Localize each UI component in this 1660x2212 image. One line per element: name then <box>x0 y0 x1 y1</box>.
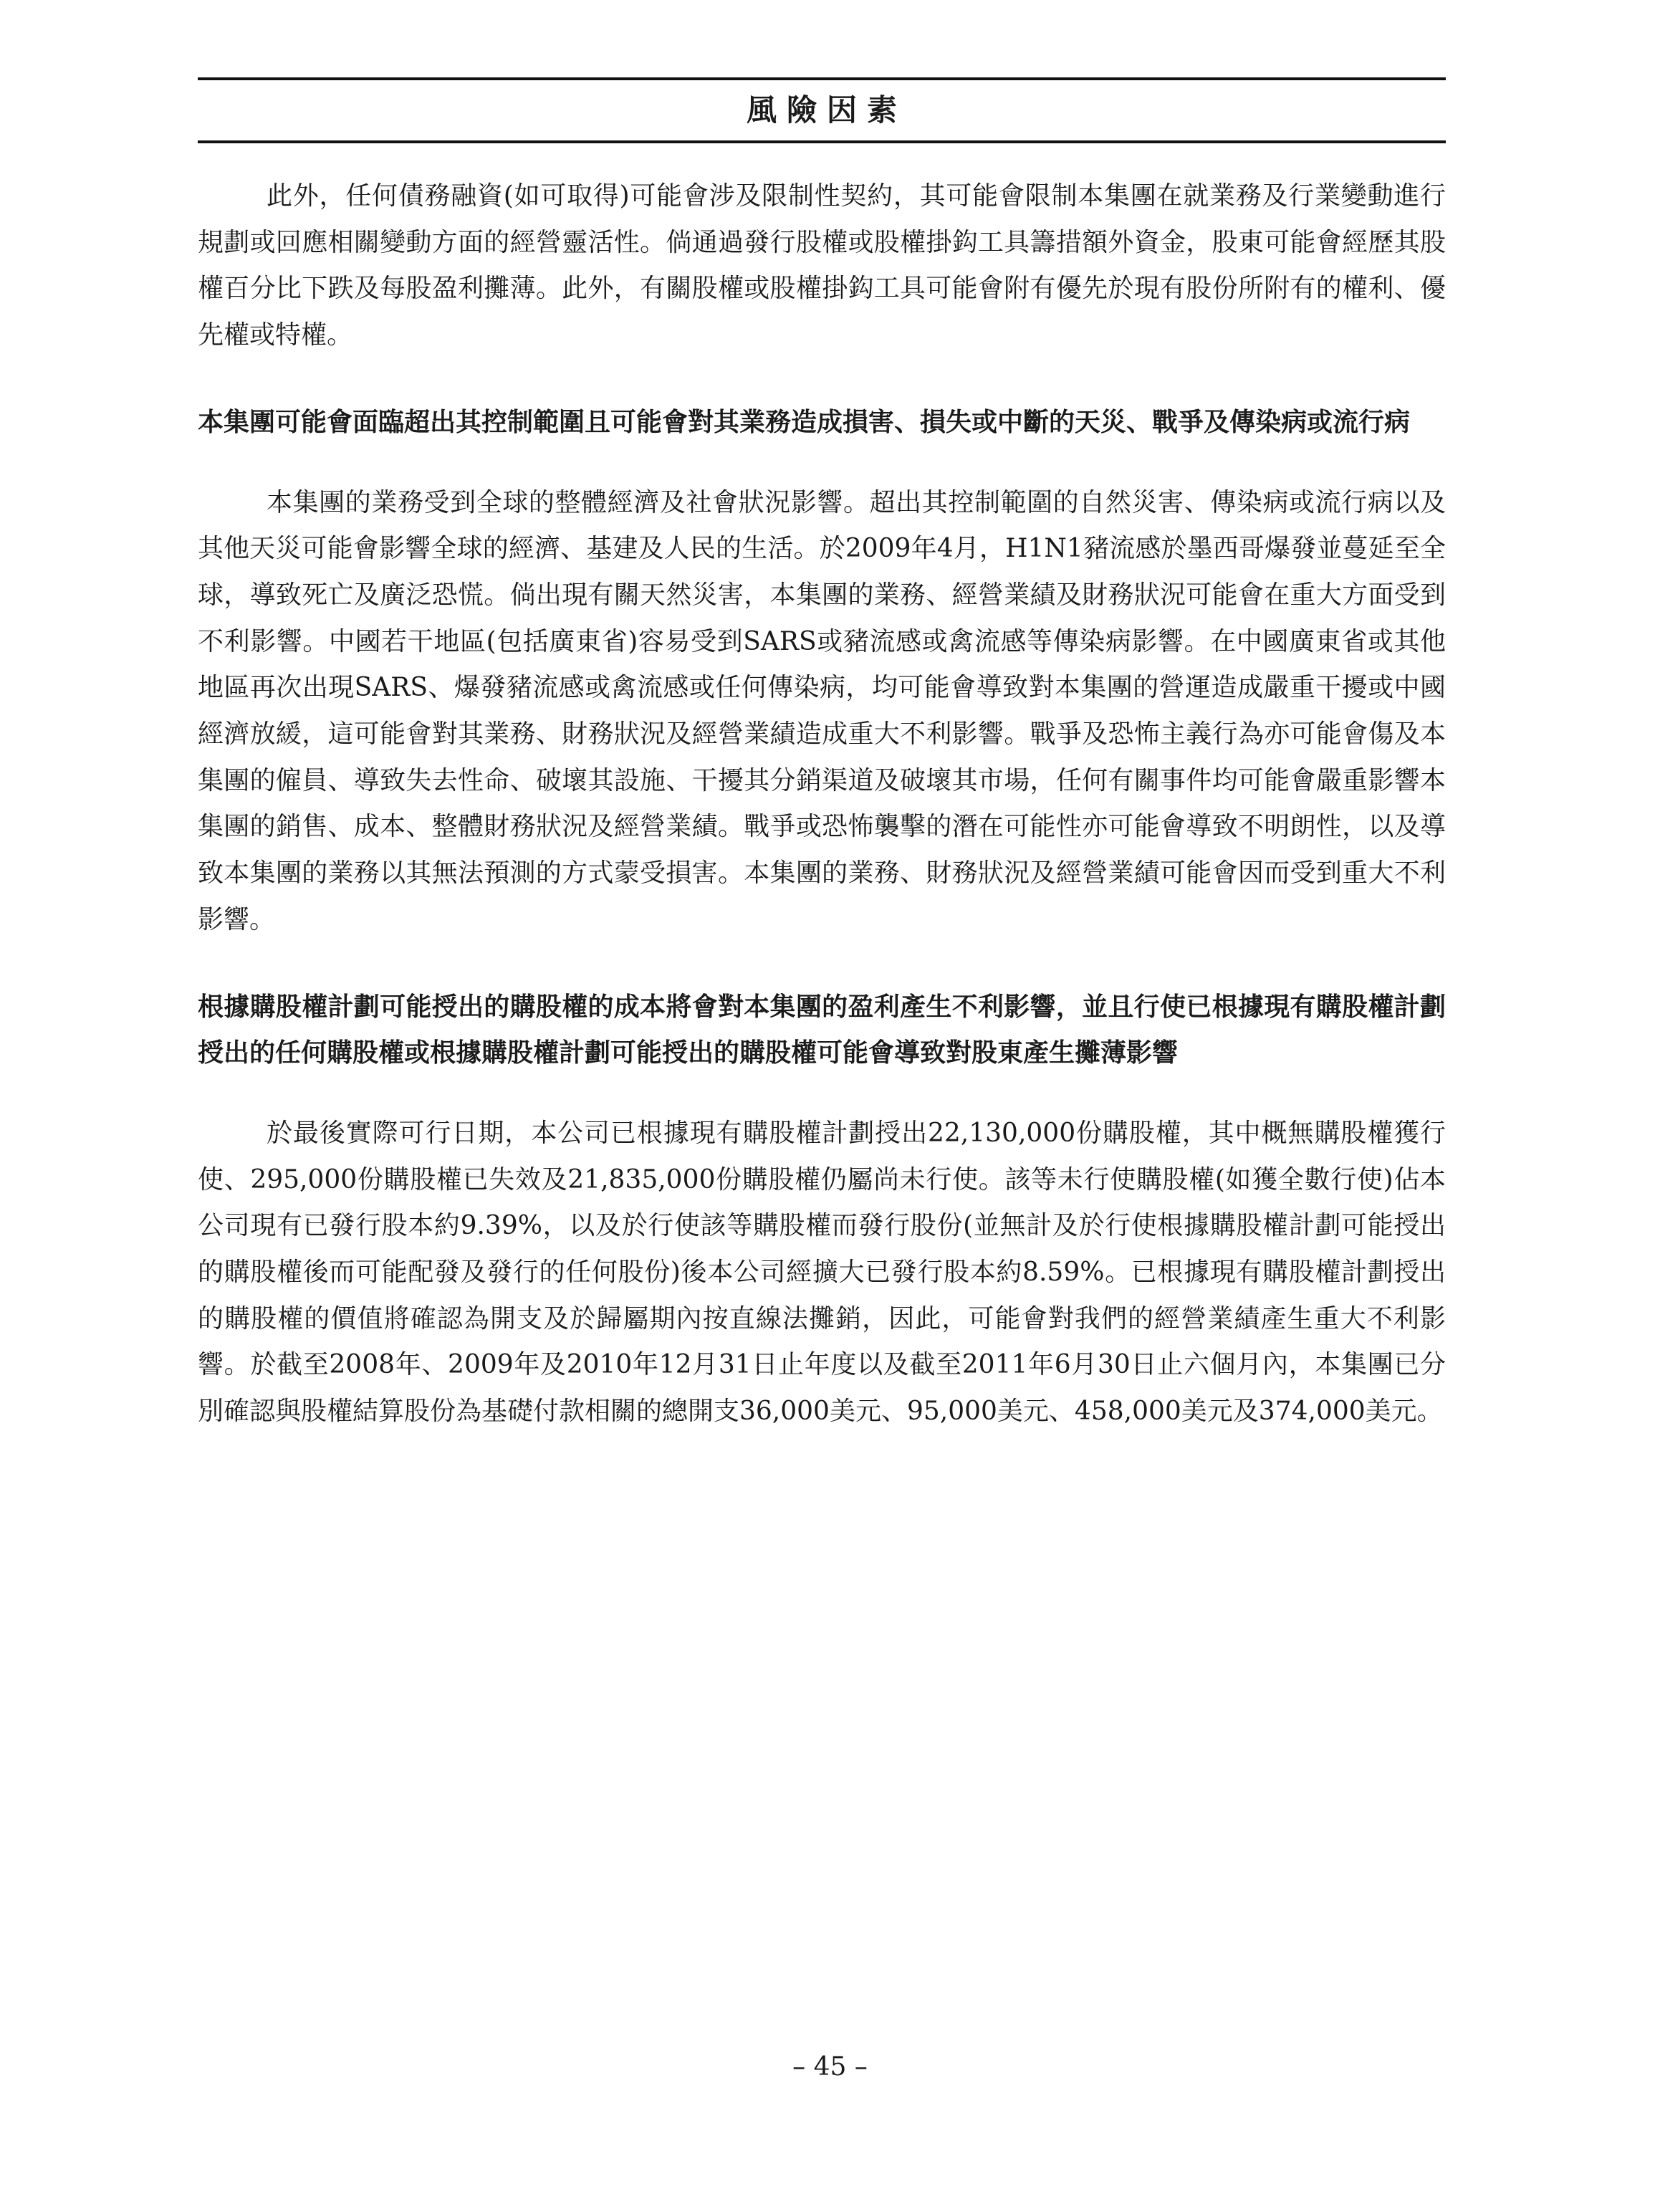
page-title: 風險因素 <box>746 92 907 128</box>
paragraph-share-options: 於最後實際可行日期，本公司已根據現有購股權計劃授出22,130,000份購股權，其中概無購股權獲行使、295,000份購股權已失效及21,835,000份購股權仍屬尚未行使。該等未行使購股權(如獲全數行使)佔本公司現有已發行股本約9.39%，以及於行使該等購股權而發行股份(並無計及於行使根據購股權計劃可能授出的購股權後而可能配發及發行的任何股份)後本公司經擴大已發行股本約8.59%。已根據現有購股權計劃授出的購股權的價值將確認為開支及於歸屬期內按直線法攤銷，因此，可能會對我們的經營業績產生重大不利影響。於截至2008年、2009年及2010年12月31日止年度以及截至2011年6月30日止六個月內，本集團已分別確認與股權結算股份為基礎付款相關的總開支36,000美元、95,000美元、458,000美元及374,000美元。 <box>198 1118 1446 1427</box>
page-number: – 45 – <box>792 2052 868 2082</box>
section-heading-disasters: 本集團可能會面臨超出其控制範圍且可能會對其業務造成損害、損失或中斷的天災、戰爭及傳染病或流行病 <box>198 406 1411 437</box>
section-heading-share-options: 根據購股權計劃可能授出的購股權的成本將會對本集團的盈利產生不利影響，並且行使已根據現有購股權計劃授出的任何購股權或根據購股權計劃可能授出的購股權可能會導致對股東產生攤薄影響 <box>198 991 1446 1068</box>
page-body <box>198 77 1446 1435</box>
paragraph-disasters: 本集團的業務受到全球的整體經濟及社會狀況影響。超出其控制範圍的自然災害、傳染病或流行病以及其他天災可能會影響全球的經濟、基建及人民的生活。於2009年4月，H1N1豬流感於墨西哥爆發並蔓延至全球，導致死亡及廣泛恐慌。倘出現有關天然災害，本集團的業務、經營業績及財務狀況可能會在重大方面受到不利影響。中國若干地區(包括廣東省)容易受到SARS或豬流感或禽流感等傳染病影響。在中國廣東省或其他地區再次出現SARS、爆發豬流感或禽流感或任何傳染病，均可能會導致對本集團的營運造成嚴重干擾或中國經濟放緩，這可能會對其業務、財務狀況及經營業績造成重大不利影響。戰爭及恐怖主義行為亦可能會傷及本集團的僱員、導致失去性命、破壞其設施、干擾其分銷渠道及破壞其市場，任何有關事件均可能會嚴重影響本集團的銷售、成本、整體財務狀況及經營業績。戰爭或恐怖襲擊的潛在可能性亦可能會導致不明朗性，以及導致本集團的業務以其無法預測的方式蒙受損害。本集團的業務、財務狀況及經營業績可能會因而受到重大不利影響。 <box>198 487 1446 934</box>
paragraph-debt-financing: 此外，任何債務融資(如可取得)可能會涉及限制性契約，其可能會限制本集團在就業務及行業變動進行規劃或回應相關變動方面的經營靈活性。倘通過發行股權或股權掛鈎工具籌措額外資金，股東可能會經歷其股權百分比下跌及每股盈利攤薄。此外，有關股權或股權掛鈎工具可能會附有優先於現有股份所附有的權利、優先權或特權。 <box>198 181 1446 350</box>
header-bottom-rule <box>198 140 1446 143</box>
main-content <box>198 173 1446 1435</box>
